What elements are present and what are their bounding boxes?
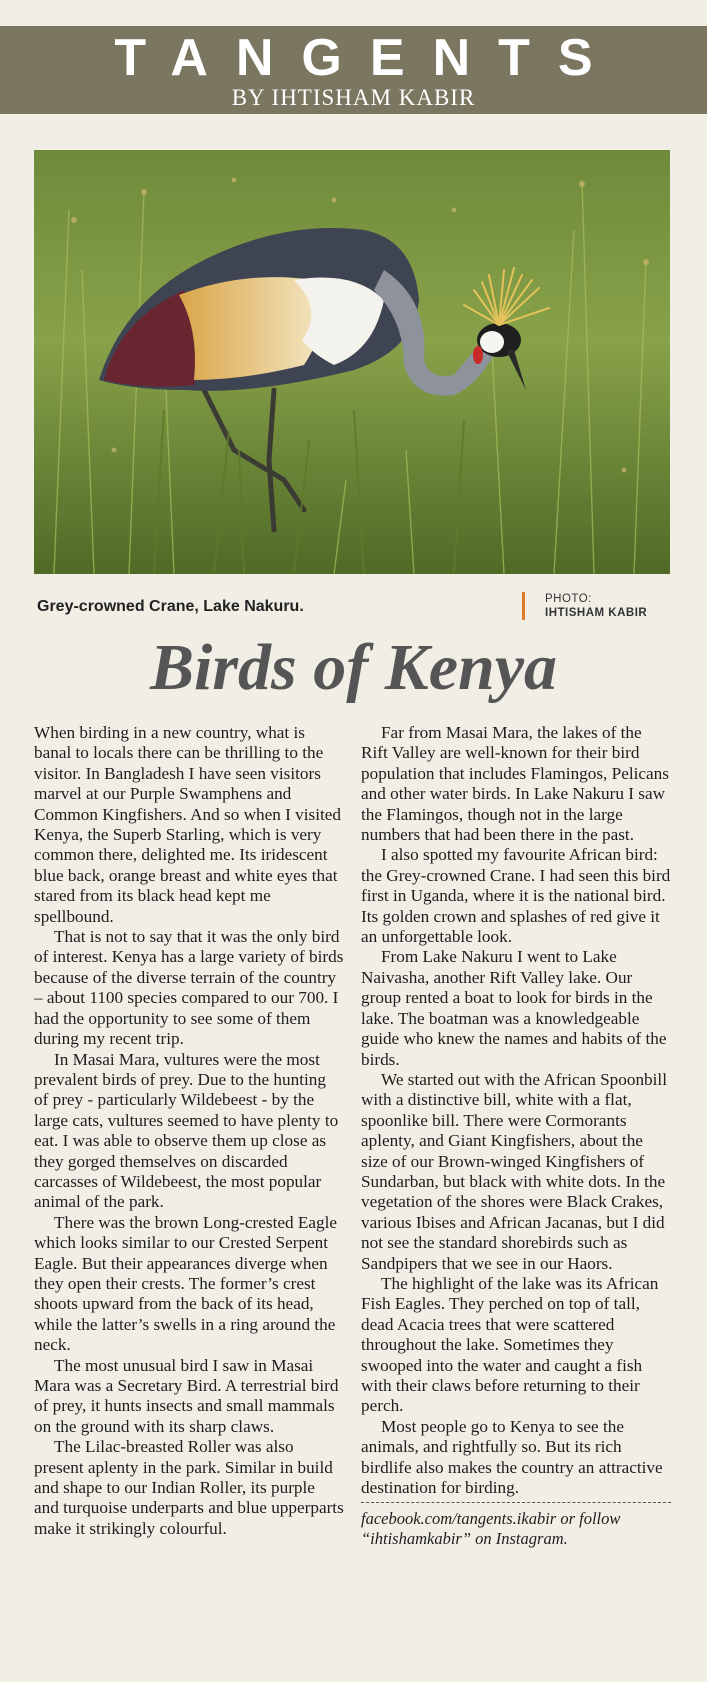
paragraph: When birding in a new country, what is banal to locals there can be thrilling to the visitor. In Bangladesh I have seen visitors marvel at our Purple Swamphens and Common Kingfishers. And so when I visited Kenya, the Superb Starling, which is very common there, delighted me. Its iridescent blue back, orange breast and white eyes that stared from its black head kept me spellbound. <box>34 723 341 926</box>
divider <box>361 1502 671 1503</box>
paragraph: We started out with the African Spoonbill with a distinctive bill, white with a flat, spoonlike bill. There were Cormorants aplenty, and Giant Kingfishers, about the size of our Brown-winged Kingfishers of Sundarban, but black with white dots. In the vegetation of the shores were Black Crakes, various Ibises and African Jacanas, but I did not see the standard shorebirds such as Sandpipers that we see in our Haors. <box>361 1069 667 1273</box>
article-right-column <box>361 723 671 1549</box>
paragraph: There was the brown Long-crested Eagle which looks similar to our Crested Serpent Eagle. But their appearances diverge when they open their crests. The former’s crest shoots upward from the back of its head, while the latter’s swells in a ring around the neck. <box>34 1212 337 1355</box>
paragraph: The highlight of the lake was its African Fish Eagles. They perched on top of tall, dead Acacia trees that were scattered throughout the lake. Sometimes they swooped into the water and caught a fish with their claws before returning to their perch. <box>361 1273 659 1416</box>
article-left-column <box>34 723 344 1539</box>
social-footer-note: facebook.com/tangents.ikabir or follow “ihtishamkabir” on Instagram. <box>361 1509 621 1549</box>
masthead <box>0 26 707 114</box>
paragraph: That is not to say that it was the only bird of interest. Kenya has a large variety of birds because of the diverse terrain of the country – about 1100 species compared to our 700. I had the opportunity to see some of them during my recent trip. <box>34 927 344 1049</box>
paragraph: In Masai Mara, vultures were the most prevalent birds of prey. Due to the hunting of prey - particularly Wildebeest - by the large cats, vultures seemed to have plenty to eat. I was able to observe them up close as they gorged themselves on discarded carcasses of Wildebeest, the most popular animal of the park. <box>34 1049 339 1212</box>
article-headline: Birds of Kenya <box>149 631 558 704</box>
photo-credit <box>522 592 647 620</box>
paragraph: The most unusual bird I saw in Masai Mara was a Secretary Bird. A terrestrial bird of prey, it hunts insects and small mammals on the ground with its sharp claws. <box>34 1355 339 1436</box>
crane-photo <box>34 150 670 574</box>
masthead-byline: BY IHTISHAM KABIR <box>231 85 476 110</box>
paragraph: The Lilac-breasted Roller was also present aplenty in the park. Similar in build and shape to our Indian Roller, its purple and turquoise underparts and blue upperparts make it strikingly colourful. <box>34 1437 344 1538</box>
photo-credit-label: PHOTO: <box>545 593 592 605</box>
photo-credit-name: IHTISHAM KABIR <box>545 607 648 619</box>
masthead-title: TANGENTS <box>114 29 621 87</box>
paragraph: Most people go to Kenya to see the animals, and rightfully so. But its rich birdlife also makes the country an attractive destination for birding. <box>361 1416 663 1498</box>
paragraph: I also spotted my favourite African bird: the Grey-crowned Crane. I had seen this bird first in Uganda, where it is the national bird. Its golden crown and splashes of red give it an unforgettable look. <box>361 845 671 947</box>
paragraph: From Lake Nakuru I went to Lake Naivasha, another Rift Valley lake. Our group rented a boat to look for birds in the lake. The boatman was a knowledgeable guide who knew the names and habits of the birds. <box>361 947 667 1069</box>
paragraph: Far from Masai Mara, the lakes of the Rift Valley are well-known for their bird population that includes Flamingos, Pelicans and other water birds. In Lake Nakuru I saw the Flamingos, though not in the large numbers that had been there in the past. <box>361 723 669 845</box>
photo-caption: Grey-crowned Crane, Lake Nakuru. <box>37 598 304 615</box>
